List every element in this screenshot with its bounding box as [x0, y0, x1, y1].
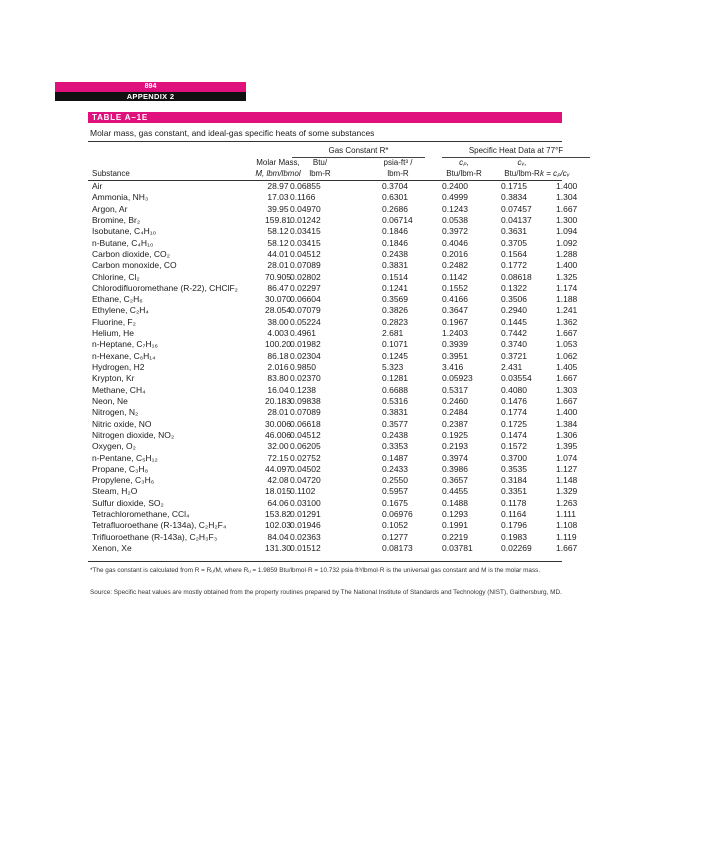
substance-cell: Hydrogen, H2 — [92, 362, 145, 372]
molar-mass-cell: 72.15 — [267, 452, 289, 463]
gas-constant-btu-cell: 0.01512 — [290, 543, 321, 553]
gas-constant-psia-cell: 0.5957 — [382, 486, 408, 497]
gas-constant-psia-cell: 0.3569 — [382, 294, 408, 305]
table-row — [0, 204, 701, 215]
gas-constant-btu-cell: 0.06618 — [290, 418, 321, 429]
cp-header-line1: cₚ, — [459, 158, 469, 167]
gas-constant-btu-cell: 0.03415 — [290, 237, 321, 248]
substance-cell: Argon, Ar — [92, 203, 128, 214]
footnote-gas-constant: *The gas constant is calculated from R = Rᵤ/M, where Rᵤ = 1.9859 Btu/lbmol·R = 10.732 psia·ft³/lbmol·R is the universal gas constant and M is the molar mass. — [90, 567, 541, 574]
cv-cell: 0.3705 — [501, 237, 527, 248]
table-row — [0, 520, 701, 531]
cv-cell: 0.1715 — [501, 181, 527, 191]
substance-cell: Bromine, Br₂ — [92, 214, 141, 225]
table-row — [0, 509, 701, 520]
cv-cell: 0.1164 — [501, 509, 527, 520]
cv-cell: 0.1725 — [501, 418, 527, 429]
table-label: TABLE A–1E — [92, 113, 149, 122]
gas-constant-psia-cell: 0.3826 — [382, 305, 408, 316]
cv-cell: 0.1772 — [501, 260, 527, 271]
gas-constant-psia-cell: 0.1245 — [382, 350, 408, 361]
gas-constant-psia-cell: 0.3831 — [382, 260, 408, 271]
cv-cell: 0.3506 — [501, 294, 527, 305]
cp-cell: 0.2482 — [442, 260, 468, 271]
gas-constant-btu-cell: 0.06855 — [290, 181, 321, 191]
gas-constant-psia-cell: 0.2438 — [382, 248, 408, 259]
cv-cell: 0.1474 — [501, 429, 527, 440]
gas-constant-btu-cell: 0.1166 — [290, 192, 316, 203]
r-psia-header-line1: psia-ft³ / — [383, 158, 413, 167]
k-ratio-cell: 1.325 — [556, 271, 578, 282]
substance-cell: Nitrogen dioxide, NO₂ — [92, 429, 175, 440]
cp-cell: 0.1991 — [442, 520, 468, 531]
cp-cell: 0.1552 — [442, 282, 468, 293]
cp-cell: 0.2484 — [442, 407, 468, 418]
k-ratio-cell: 1.667 — [556, 203, 578, 214]
k-ratio-cell: 1.306 — [556, 429, 578, 440]
k-ratio-cell: 1.329 — [556, 486, 578, 497]
cv-cell: 0.4080 — [501, 384, 527, 395]
cv-cell: 0.08618 — [501, 271, 532, 282]
molar-mass-cell: 131.30 — [265, 543, 291, 553]
molar-mass-cell: 70.905 — [265, 271, 291, 282]
molar-mass-cell: 42.08 — [267, 475, 289, 486]
cv-cell: 0.7442 — [501, 328, 527, 339]
k-ratio-cell: 1.400 — [556, 407, 578, 418]
table-row — [0, 441, 701, 452]
gas-constant-psia-cell: 0.2686 — [382, 203, 408, 214]
table-row — [0, 215, 701, 226]
molar-mass-cell: 28.01 — [267, 407, 289, 418]
caption-rule — [88, 141, 562, 142]
cv-cell: 0.04137 — [501, 214, 532, 225]
r-btu-header-line2: lbm-R — [309, 169, 331, 178]
k-ratio-cell: 1.174 — [556, 282, 578, 293]
molar-mass-cell: 153.82 — [265, 509, 291, 520]
molar-mass-cell: 159.81 — [265, 214, 291, 225]
gas-constant-psia-cell: 0.08173 — [382, 543, 413, 553]
table-row — [0, 385, 701, 396]
substance-cell: Ethane, C₂H₆ — [92, 294, 143, 305]
substance-cell: Tetrafluoroethane (R-134a), C₂H₂F₄ — [92, 520, 227, 531]
cp-cell: 0.1142 — [442, 271, 468, 282]
molar-mass-cell: 30.070 — [265, 294, 291, 305]
molar-mass-cell: 32.00 — [267, 441, 289, 452]
table-row — [0, 305, 701, 316]
cp-header-line2: Btu/lbm-R — [446, 169, 482, 178]
cv-cell: 0.3700 — [501, 452, 527, 463]
gas-constant-btu-cell: 0.02802 — [290, 271, 321, 282]
gas-constant-psia-cell: 0.1487 — [382, 452, 408, 463]
substance-cell: Chlorodifluoromethane (R-22), CHClF₂ — [92, 282, 238, 293]
gas-constant-psia-cell: 0.3577 — [382, 418, 408, 429]
table-row — [0, 351, 701, 362]
substance-cell: Tetrachloromethane, CCl₄ — [92, 509, 190, 520]
k-ratio-cell: 1.400 — [556, 260, 578, 271]
table-row — [0, 328, 701, 339]
table-row — [0, 226, 701, 237]
gas-constant-btu-cell: 0.02363 — [290, 531, 321, 542]
molar-mass-cell: 58.12 — [267, 226, 289, 237]
substance-cell: Methane, CH₄ — [92, 384, 146, 395]
cp-cell: 0.03781 — [442, 543, 473, 553]
molar-mass-cell: 20.183 — [265, 395, 291, 406]
page-number: 894 — [55, 82, 246, 92]
cp-cell: 0.4455 — [442, 486, 468, 497]
gas-constant-psia-cell: 0.3704 — [382, 181, 408, 191]
k-ratio-cell: 1.263 — [556, 497, 578, 508]
gas-constant-btu-cell: 0.09838 — [290, 395, 321, 406]
substance-cell: Ammonia, NH₃ — [92, 192, 149, 203]
cv-cell: 0.02269 — [501, 543, 532, 553]
cv-cell: 0.1774 — [501, 407, 527, 418]
gas-constant-btu-cell: 0.04720 — [290, 475, 321, 486]
substance-header: Substance — [92, 169, 130, 178]
substance-cell: n-Pentane, C₅H₁₂ — [92, 452, 158, 463]
gas-constant-btu-cell: 0.9850 — [290, 362, 316, 372]
gas-constant-psia-cell: 5.323 — [382, 362, 404, 372]
k-ratio-cell: 1.395 — [556, 441, 578, 452]
cp-cell: 0.3657 — [442, 475, 468, 486]
substance-cell: Nitrogen, N₂ — [92, 407, 139, 418]
cp-cell: 0.2193 — [442, 441, 468, 452]
r-psia-header-line2: lbm-R — [387, 169, 409, 178]
cv-cell: 0.07457 — [501, 203, 532, 214]
table-row — [0, 294, 701, 305]
cv-cell: 0.1572 — [501, 441, 527, 452]
table-row — [0, 419, 701, 430]
cp-cell: 0.1488 — [442, 497, 468, 508]
k-ratio-cell: 1.108 — [556, 520, 578, 531]
cv-cell: 0.3834 — [501, 192, 527, 203]
cp-cell: 0.3951 — [442, 350, 468, 361]
table-row — [0, 249, 701, 260]
cv-cell: 0.1796 — [501, 520, 527, 531]
k-ratio-cell: 1.127 — [556, 463, 578, 474]
gas-constant-btu-cell: 0.02752 — [290, 452, 321, 463]
gas-constant-psia-cell: 0.1846 — [382, 226, 408, 237]
gas-constant-psia-cell: 0.1514 — [382, 271, 408, 282]
cp-cell: 0.2219 — [442, 531, 468, 542]
molar-mass-cell: 44.097 — [265, 463, 291, 474]
gas-constant-psia-cell: 2.681 — [382, 328, 404, 339]
molar-mass-cell: 44.01 — [267, 248, 289, 259]
k-ratio-cell: 1.241 — [556, 305, 578, 316]
page-header — [55, 82, 246, 101]
molar-mass-cell: 16.04 — [267, 384, 289, 395]
substance-cell: Neon, Ne — [92, 395, 128, 406]
k-ratio-cell: 1.288 — [556, 248, 578, 259]
molar-mass-cell: 83.80 — [267, 373, 289, 384]
cp-cell: 1.2403 — [442, 328, 468, 339]
cp-cell: 0.4999 — [442, 192, 468, 203]
table-row — [0, 475, 701, 486]
cp-cell: 0.4046 — [442, 237, 468, 248]
molar-mass-cell: 86.18 — [267, 350, 289, 361]
gas-constant-psia-cell: 0.2550 — [382, 475, 408, 486]
gas-constant-psia-cell: 0.2438 — [382, 429, 408, 440]
cv-cell: 0.03554 — [501, 373, 532, 384]
cp-cell: 0.05923 — [442, 373, 473, 384]
table-row — [0, 272, 701, 283]
gas-constant-btu-cell: 0.04970 — [290, 203, 321, 214]
k-ratio-cell: 1.400 — [556, 181, 578, 191]
gas-constant-btu-cell: 0.03100 — [290, 497, 321, 508]
substance-cell: Chlorine, Cl₂ — [92, 271, 140, 282]
table-bottom-rule — [88, 561, 562, 562]
k-ratio-cell: 1.362 — [556, 316, 578, 327]
molar-mass-cell: 4.003 — [267, 328, 289, 339]
cv-cell: 0.3721 — [501, 350, 527, 361]
substance-cell: Carbon dioxide, CO₂ — [92, 248, 170, 259]
substance-cell: n-Butane, C₄H₁₀ — [92, 237, 154, 248]
k-ratio-cell: 1.303 — [556, 384, 578, 395]
table-row — [0, 339, 701, 350]
gas-constant-btu-cell: 0.04502 — [290, 463, 321, 474]
cv-cell: 0.1983 — [501, 531, 527, 542]
footnote-source: Source: Specific heat values are mostly obtained from the property routines prepared by The National Institute of Standards and Technology (NIST), Gaithersburg, MD. — [90, 589, 562, 596]
table-caption: Molar mass, gas constant, and ideal-gas specific heats of some substances — [90, 128, 375, 138]
specific-heat-group-header: Specific Heat Data at 77°F — [468, 146, 564, 155]
k-ratio-cell: 1.074 — [556, 452, 578, 463]
cp-cell: 0.2400 — [442, 181, 468, 191]
gas-constant-psia-cell: 0.1241 — [382, 282, 408, 293]
gas-constant-psia-cell: 0.1675 — [382, 497, 408, 508]
k-ratio-cell: 1.053 — [556, 339, 578, 350]
substance-cell: Ethylene, C₂H₄ — [92, 305, 149, 316]
k-ratio-cell: 1.667 — [556, 373, 578, 384]
gas-constant-psia-cell: 0.1281 — [382, 373, 408, 384]
cv-cell: 0.1564 — [501, 248, 527, 259]
cv-header-line1: cᵥ, — [517, 158, 527, 167]
cv-cell: 0.1322 — [501, 282, 527, 293]
molar-mass-cell: 58.12 — [267, 237, 289, 248]
k-ratio-cell: 1.188 — [556, 294, 578, 305]
cp-cell: 0.1293 — [442, 509, 468, 520]
table-row — [0, 453, 701, 464]
substance-cell: Propane, C₃H₈ — [92, 463, 149, 474]
table-row — [0, 396, 701, 407]
table-row — [0, 373, 701, 384]
gas-constant-btu-cell: 0.05224 — [290, 316, 321, 327]
table-row — [0, 238, 701, 249]
gas-constant-btu-cell: 0.07079 — [290, 305, 321, 316]
gas-constant-psia-cell: 0.06976 — [382, 509, 413, 520]
gas-constant-psia-cell: 0.2823 — [382, 316, 408, 327]
gas-constant-psia-cell: 0.3831 — [382, 407, 408, 418]
cp-cell: 0.3939 — [442, 339, 468, 350]
molar-mass-cell: 64.06 — [267, 497, 289, 508]
gas-constant-btu-cell: 0.04512 — [290, 248, 321, 259]
gas-constant-psia-cell: 0.1071 — [382, 339, 408, 350]
cp-cell: 0.1967 — [442, 316, 468, 327]
cv-cell: 0.3184 — [501, 475, 527, 486]
molar-mass-cell: 102.03 — [265, 520, 291, 531]
molar-mass-cell: 2.016 — [267, 362, 289, 372]
cv-header-line2: Btu/lbm-R — [504, 169, 540, 178]
cp-cell: 0.3972 — [442, 226, 468, 237]
gas-constant-btu-cell: 0.01291 — [290, 509, 321, 520]
molar-mass-header-line2: M, lbm/lbmol — [255, 169, 301, 178]
gas-constant-btu-cell: 0.03415 — [290, 226, 321, 237]
k-ratio-cell: 1.092 — [556, 237, 578, 248]
k-ratio-cell: 1.148 — [556, 475, 578, 486]
table-row — [0, 407, 701, 418]
gas-constant-btu-cell: 0.4961 — [290, 328, 316, 339]
k-ratio-cell: 1.667 — [556, 328, 578, 339]
molar-mass-cell: 28.01 — [267, 260, 289, 271]
cp-cell: 0.0538 — [442, 214, 468, 225]
substance-cell: n-Hexane, C₆H₁₄ — [92, 350, 156, 361]
k-ratio-cell: 1.094 — [556, 226, 578, 237]
molar-mass-cell: 28.97 — [267, 181, 289, 191]
molar-mass-header-line1: Molar Mass, — [256, 158, 300, 167]
cv-cell: 0.1445 — [501, 316, 527, 327]
k-ratio-cell: 1.304 — [556, 192, 578, 203]
k-ratio-cell: 1.405 — [556, 362, 578, 372]
cv-cell: 0.2940 — [501, 305, 527, 316]
gas-constant-btu-cell: 0.04512 — [290, 429, 321, 440]
gas-constant-group-header: Gas Constant R* — [328, 146, 389, 155]
substance-cell: Trifluoroethane (R-143a), C₂H₃F₃ — [92, 531, 218, 542]
table-row — [0, 181, 701, 192]
table-row — [0, 260, 701, 271]
k-ratio-cell: 1.119 — [556, 531, 577, 542]
substance-cell: Fluorine, F₂ — [92, 316, 136, 327]
cv-cell: 0.3740 — [501, 339, 527, 350]
substance-cell: Carbon monoxide, CO — [92, 260, 177, 271]
cp-cell: 0.5317 — [442, 384, 468, 395]
substance-cell: Xenon, Xe — [92, 543, 132, 553]
table-row — [0, 464, 701, 475]
substance-cell: Nitric oxide, NO — [92, 418, 152, 429]
gas-constant-btu-cell: 0.01946 — [290, 520, 321, 531]
cp-cell: 0.3974 — [442, 452, 468, 463]
molar-mass-cell: 46.006 — [265, 429, 291, 440]
cp-cell: 0.4166 — [442, 294, 468, 305]
cp-cell: 0.2460 — [442, 395, 468, 406]
gas-constant-psia-cell: 0.1277 — [382, 531, 408, 542]
gas-constant-psia-cell: 0.1846 — [382, 237, 408, 248]
table-row — [0, 192, 701, 203]
appendix-label: APPENDIX 2 — [55, 92, 246, 101]
table-row — [0, 362, 701, 373]
gas-constant-btu-cell: 0.06604 — [290, 294, 321, 305]
cv-cell: 0.3535 — [501, 463, 527, 474]
k-ratio-cell: 1.667 — [556, 543, 578, 553]
gas-constant-btu-cell: 0.02304 — [290, 350, 321, 361]
cp-cell: 3.416 — [442, 362, 464, 372]
gas-constant-btu-cell: 0.1238 — [290, 384, 316, 395]
gas-constant-psia-cell: 0.5316 — [382, 395, 408, 406]
cv-cell: 0.1476 — [501, 395, 527, 406]
molar-mass-cell: 39.95 — [267, 203, 289, 214]
gas-constant-psia-cell: 0.06714 — [382, 214, 413, 225]
gas-constant-psia-cell: 0.3353 — [382, 441, 408, 452]
substance-cell: Isobutane, C₄H₁₀ — [92, 226, 157, 237]
table-row — [0, 532, 701, 543]
substance-cell: Propylene, C₃H₆ — [92, 475, 155, 486]
gas-constant-psia-cell: 0.2433 — [382, 463, 408, 474]
substance-cell: Sulfur dioxide, SO₂ — [92, 497, 164, 508]
cp-cell: 0.2387 — [442, 418, 468, 429]
gas-constant-psia-cell: 0.6688 — [382, 384, 408, 395]
gas-constant-btu-cell: 0.01982 — [290, 339, 321, 350]
k-ratio-cell: 1.111 — [556, 509, 577, 520]
cp-cell: 0.1243 — [442, 203, 468, 214]
substance-cell: Oxygen, O₂ — [92, 441, 136, 452]
r-btu-header-line1: Btu/ — [312, 158, 328, 167]
substance-cell: Air — [92, 181, 103, 191]
gas-constant-btu-cell: 0.01242 — [290, 214, 321, 225]
molar-mass-cell: 86.47 — [267, 282, 289, 293]
substance-cell: n-Heptane, C₇H₁₆ — [92, 339, 158, 350]
molar-mass-cell: 18.015 — [265, 486, 291, 497]
molar-mass-cell: 28.054 — [265, 305, 291, 316]
table-row — [0, 543, 701, 554]
molar-mass-cell: 38.00 — [267, 316, 289, 327]
table-row — [0, 498, 701, 509]
cp-cell: 0.3647 — [442, 305, 468, 316]
cv-cell: 0.3631 — [501, 226, 527, 237]
molar-mass-cell: 84.04 — [267, 531, 289, 542]
molar-mass-cell: 30.006 — [265, 418, 291, 429]
gas-constant-btu-cell: 0.06205 — [290, 441, 321, 452]
gas-constant-psia-cell: 0.6301 — [382, 192, 408, 203]
k-ratio-cell: 1.062 — [556, 350, 578, 361]
gas-constant-btu-cell: 0.1102 — [290, 486, 316, 497]
gas-constant-btu-cell: 0.07089 — [290, 260, 321, 271]
molar-mass-cell: 100.20 — [265, 339, 291, 350]
table-row — [0, 317, 701, 328]
k-ratio-cell: 1.667 — [556, 395, 578, 406]
table-title-bar — [88, 112, 562, 123]
data-table-body — [0, 181, 701, 554]
substance-cell: Helium, He — [92, 328, 135, 339]
k-ratio-cell: 1.384 — [556, 418, 578, 429]
cv-cell: 0.3351 — [501, 486, 527, 497]
gas-constant-btu-cell: 0.07089 — [290, 407, 321, 418]
cp-cell: 0.3986 — [442, 463, 468, 474]
cp-cell: 0.1925 — [442, 429, 468, 440]
cv-cell: 2.431 — [501, 362, 523, 372]
k-ratio-cell: 1.300 — [556, 214, 578, 225]
gas-constant-btu-cell: 0.02297 — [290, 282, 321, 293]
cp-cell: 0.2016 — [442, 248, 468, 259]
substance-cell: Steam, H₂O — [92, 486, 138, 497]
gas-constant-btu-cell: 0.02370 — [290, 373, 321, 384]
substance-cell: Krypton, Kr — [92, 373, 135, 384]
table-row — [0, 430, 701, 441]
molar-mass-cell: 17.03 — [267, 192, 289, 203]
k-header: k = cₚ/cᵥ — [540, 169, 570, 178]
cv-cell: 0.1178 — [501, 497, 527, 508]
table-row — [0, 486, 701, 497]
table-row — [0, 283, 701, 294]
gas-constant-psia-cell: 0.1052 — [382, 520, 408, 531]
